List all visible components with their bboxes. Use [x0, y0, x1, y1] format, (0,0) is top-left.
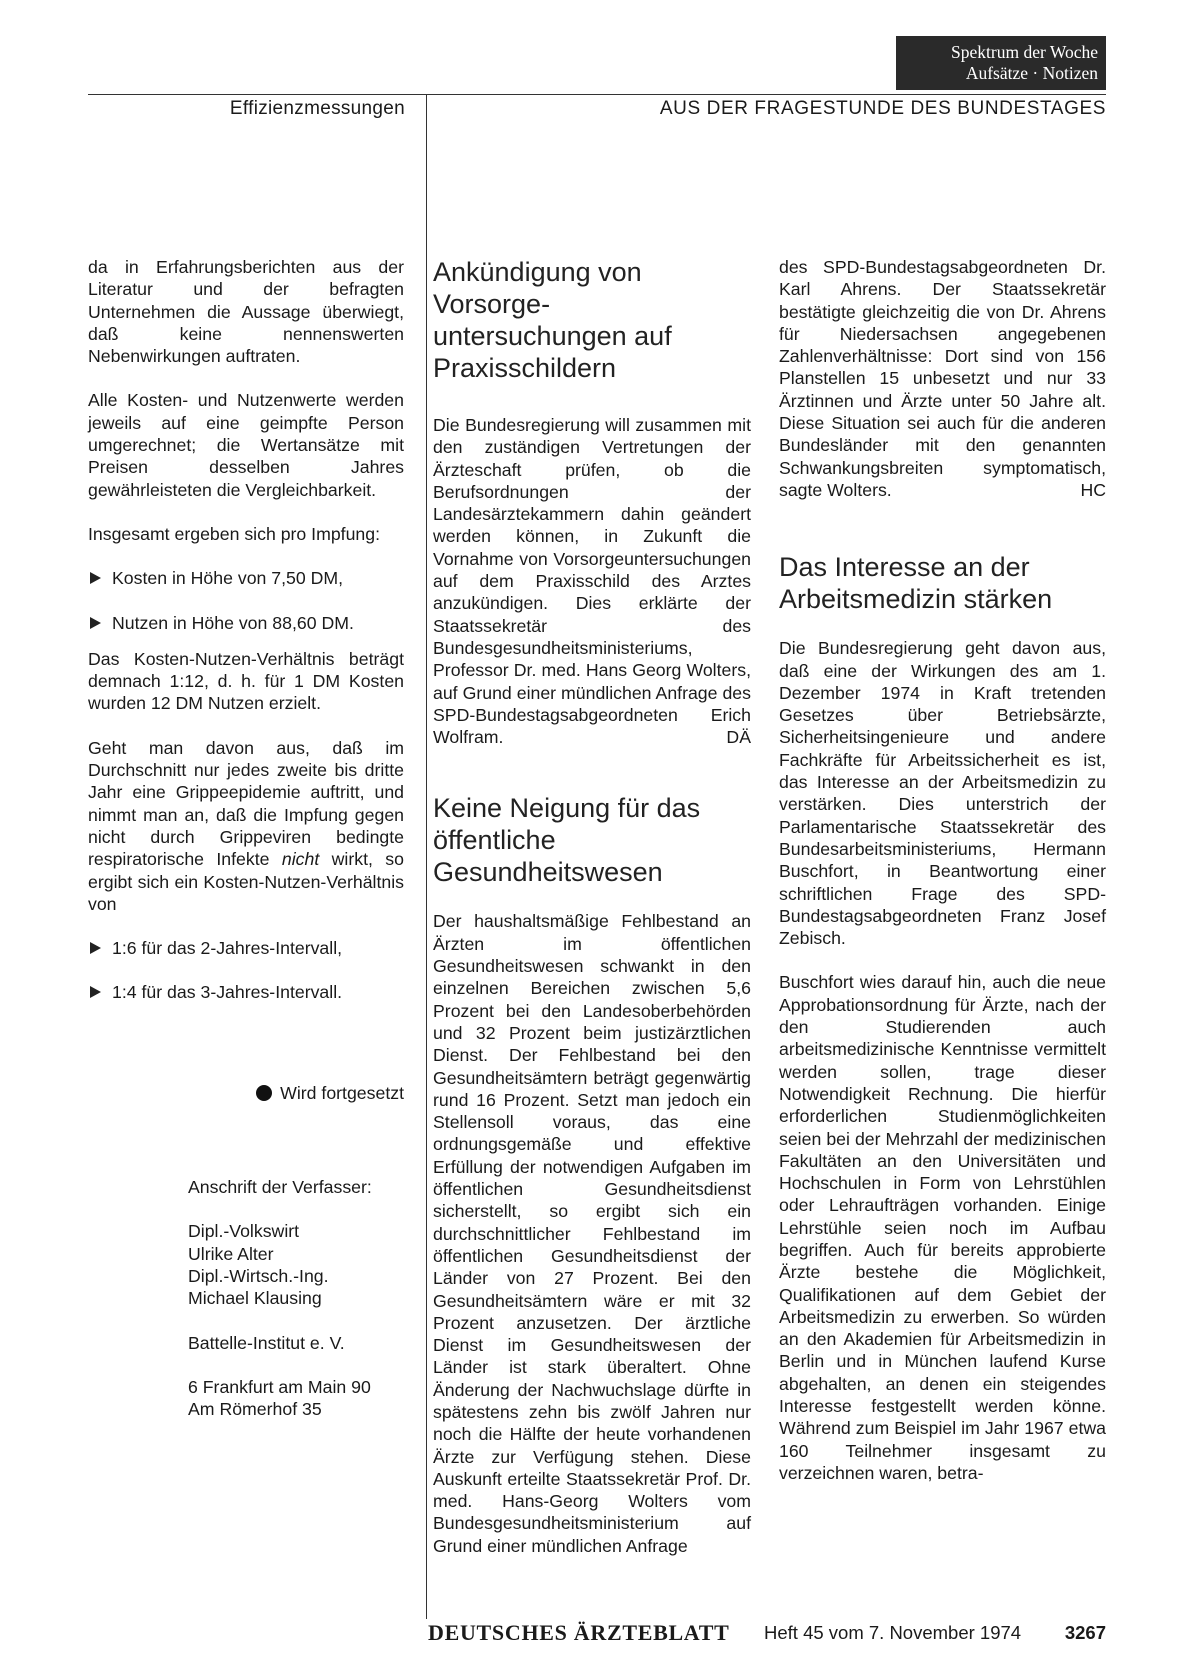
column-left — [88, 256, 404, 1420]
article-heading: Ankündigung von Vorsorge-untersuchungen auf Praxisschildern — [433, 257, 672, 383]
column-divider — [426, 94, 427, 1619]
badge-line-1: Spektrum der Woche — [951, 42, 1098, 62]
filled-circle-icon — [256, 1085, 272, 1101]
author-title: Dipl.-Volkswirt — [188, 1221, 300, 1242]
paragraph: Das Kosten-Nutzen-Verhältnis beträgt demnach 1:12, d. h. für 1 DM Kosten wurden 12 DM Nutzen erzielt. — [88, 648, 404, 714]
bullet-item — [88, 612, 404, 634]
article-heading: Keine Neigung für das öffentliche Gesundheitswesen — [433, 793, 701, 888]
author-initials: HC — [1080, 479, 1106, 500]
article-body: Die Bundesregierung geht davon aus, daß eine der Wirkungen des am 1. Dezember 1974 in Kraft tretenden Gesetzes über Betriebsärzte, Sicherheitsingenieure und andere Fachkräfte für Arbeitssicherheit es ist, das Interesse an der Arbeitsmedizin zu verstärken. Dies unterstrich der Parlamentarische Staatssekretär des Bundesarbeitsministeriums, Hermann Buschfort, in Beantwortung einer schriftlichen Frage des SPD-Bundestagsabgeordneten Franz Josef Zebisch. — [779, 638, 1106, 949]
article-heading: Das Interesse an der Arbeitsmedizin stärken — [779, 552, 1053, 615]
section-title-left: Effizienzmessungen — [229, 98, 405, 119]
paragraph — [88, 737, 404, 915]
bullet-item — [88, 567, 404, 589]
bullet-text: Kosten in Höhe von 7,50 DM, — [112, 568, 344, 589]
triangle-bullet-icon — [90, 942, 101, 954]
bullet-text: Nutzen in Höhe von 88,60 DM. — [112, 612, 354, 633]
article-body — [433, 414, 751, 748]
author-title: Dipl.-Wirtsch.-Ing. — [188, 1265, 329, 1286]
article-body: Der haushaltsmäßige Fehlbestand an Ärzten im öffentlichen Gesundheitswesen schwankt in den einzelnen Bereichen zwischen 5,6 Prozent bei den Landesoberbehörden und 32 Prozent beim justizärztlichen Dienst. Der Fehlbestand bei den Gesundheitsämtern beträgt gegenwärtig rund 16 Prozent. Setzt man jedoch ein Stellensoll voraus, das eine ordnungsgemäße und effektive Erfüllung der notwendigen Aufgaben im öffentlichen Gesundheitsdienst sicherstellt, so ergibt sich ein durchschnittlicher Fehlbestand im öffentlichen Gesundheitsdienst der Länder von 27 Prozent. Bei den Gesundheitsämtern wäre er mit 32 Prozent anzusetzen. Der ärztliche Dienst im Gesundheitswesen der Länder ist stark überaltert. Ohne Änderung der Nachwuchslage dürfte in spätestens zehn bis zwölf Jahren nur noch die Hälfte der heute vorhandenen Ärzte zur Verfügung stehen. Diese Auskunft erteilte Staatssekretär Prof. Dr. med. Hans-Georg Wolters vom Bundesgesundheitsministerium auf Grund einer mündlichen Anfrage — [433, 911, 751, 1556]
paragraph: Alle Kosten- und Nutzenwerte werden jeweils auf eine geimpfte Person umgerechnet; die Wertansätze mit Preisen desselben Jahres gewährleisteten die Vergleichbarkeit. — [88, 390, 404, 500]
page-footer — [428, 1620, 1106, 1646]
address-street: Am Römerhof 35 — [188, 1399, 322, 1420]
article-body — [779, 256, 1106, 501]
paragraph: da in Erfahrungsberichten aus der Literatur und der befragten Unternehmen die Aussage überwiegt, daß keine nennenswerten Nebenwirkungen auftraten. — [88, 257, 404, 367]
continued-text: Wird fortgesetzt — [280, 1082, 404, 1103]
section-title-right: AUS DER FRAGESTUNDE DES BUNDESTAGES — [659, 98, 1106, 119]
address-label: Anschrift der Verfasser: — [188, 1177, 372, 1198]
author-name: Ulrike Alter — [188, 1243, 274, 1264]
article-text: Die Bundesregierung will zusammen mit den zuständigen Vertretungen der Ärzteschaft prüfen, ob die Berufsordnungen der Landesärztekammern dahin geändert werden können, in Zukunft die Vornahme von Vorsorgeuntersuchungen auf dem Praxisschild des Arztes anzukündigen. Dies erklärte der Staatssekretär des Bundesgesundheitsministeriums, Professor Dr. med. Hans Georg Wolters, auf Grund einer mündlichen Anfrage des SPD-Bundestagsabgeordneten Erich Wolfram. — [433, 415, 751, 748]
emphasis: nicht — [281, 849, 320, 870]
article-text: des SPD-Bundestagsabgeordneten Dr. Karl Ahrens. Der Staatssekretär bestätigte gleichzeitig die von Dr. Ahrens für Niedersachsen angegebenen Zahlenverhältnisse: Dort sind von 156 Planstellen 15 unbesetzt und nur 33 Ärztinnen und Ärzte unter 50 Jahre alt. Diese Situation sei auch für die anderen Bundesländer mit den genannten Schwankungsbreiten symptomatisch, sagte Wolters. — [779, 257, 1106, 500]
text-span: Geht man davon aus, daß im Durchschnitt nur jedes zweite bis dritte Jahr eine Grippeepidemie auftritt, und nimmt man an, daß die Impfung gegen nicht durch Grippeviren bedingte respiratorische Infekte — [88, 737, 404, 870]
badge-line-2: Aufsätze · Notizen — [965, 63, 1098, 83]
address-city: 6 Frankfurt am Main 90 — [188, 1376, 371, 1397]
section-badge — [896, 36, 1106, 90]
bullet-text: 1:6 für das 2-Jahres-Intervall, — [112, 938, 343, 959]
author-address — [88, 1176, 404, 1420]
author-name: Michael Klausing — [188, 1288, 322, 1309]
triangle-bullet-icon — [90, 572, 101, 584]
triangle-bullet-icon — [90, 617, 101, 629]
triangle-bullet-icon — [90, 986, 101, 998]
journal-title: DEUTSCHES ÄRZTEBLATT — [428, 1620, 730, 1645]
issue-info: Heft 45 vom 7. November 1974 — [764, 1622, 1022, 1643]
institute: Battelle-Institut e. V. — [188, 1332, 345, 1353]
continued-note — [88, 1082, 404, 1104]
bullet-item — [88, 937, 404, 959]
column-middle — [433, 256, 751, 1557]
bullet-text: 1:4 für das 3-Jahres-Intervall. — [112, 982, 343, 1003]
paragraph: Insgesamt ergeben sich pro Impfung: — [88, 523, 381, 544]
bullet-item — [88, 981, 404, 1003]
text-span: wirkt, so ergibt sich ein Kosten-Nutzen-Verhältnis von — [88, 849, 404, 914]
author-initials: DÄ — [726, 727, 751, 748]
column-right — [779, 256, 1106, 1484]
header-rule — [88, 94, 1106, 95]
article-body: Buschfort wies darauf hin, auch die neue Approbationsordnung für Ärzte, nach der den Studierenden auch arbeitsmedizinische Kenntnisse vermittelt werden sollen, trage dieser Notwendigkeit Rechnung. Die hierfür erforderlichen Studienmöglichkeiten seien bei der Mehrzahl der medizinischen Fakultäten an den Universitäten und Hochschulen in Form von Lehrstühlen oder Lehraufträgen vorhanden. Einige Lehrstühle seien noch im Aufbau begriffen. Auch für bereits approbierte Ärzte bestehe die Möglichkeit, Qualifikationen auf dem Gebiet der Arbeitsmedizin zu erwerben. So würden an den Akademien für Arbeitsmedizin in Berlin und in München laufend Kurse abgehalten, an denen ein steigendes Interesse festgestellt werden könne. Während zum Beispiel im Jahr 1967 etwa 160 Teilnehmer insgesamt zu verzeichnen waren, betra- — [779, 972, 1106, 1483]
page-number: 3267 — [1064, 1622, 1106, 1643]
